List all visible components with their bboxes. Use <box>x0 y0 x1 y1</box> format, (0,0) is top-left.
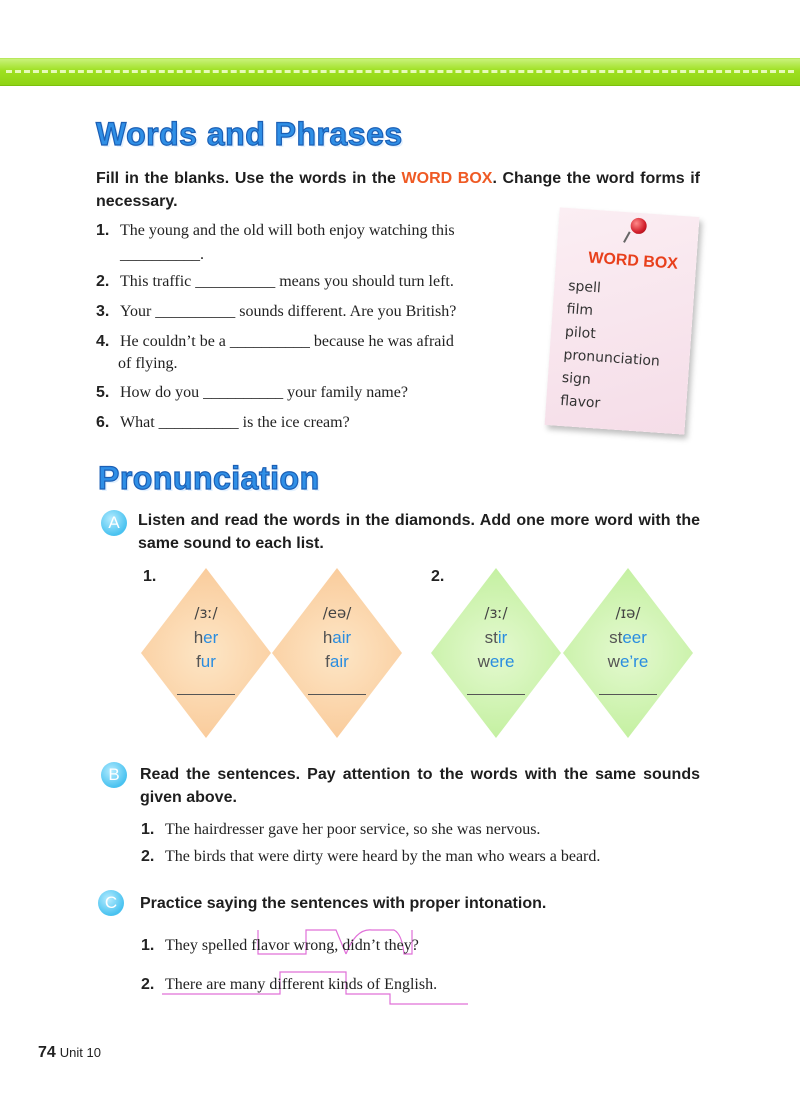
intonation-sentence: 1. They spelled flavor wrong, didn’t they? <box>141 937 419 954</box>
practice-sentence: 2. The birds that were dirty were heard by the man who wears a beard. <box>141 848 601 865</box>
sound-diamond: /eə/ hair fair <box>272 568 402 738</box>
word-box-title: WORD BOX <box>587 249 679 273</box>
exercise-item-4: 4. He couldn’t be a __________ because he was afraid <box>96 333 454 350</box>
exercise-item-5: 5. How do you __________ your family name? <box>96 384 408 401</box>
page-number: 74 <box>38 1044 56 1061</box>
section-title-words-and-phrases: Words and Phrases <box>96 116 403 152</box>
instruction-words-and-phrases: Fill in the blanks. Use the words in the WORD BOX. Change the word forms if necessary. <box>96 170 700 210</box>
page-footer <box>38 1044 101 1062</box>
exercise-item-1-cont: __________. <box>120 246 204 263</box>
sound-diamond: /ɪə/ steer we’re <box>563 568 693 738</box>
word-box-reference: WORD BOX <box>401 170 493 187</box>
sound-diamond: /ɜː/ her fur <box>141 568 271 738</box>
word-box-item: sign <box>561 369 592 388</box>
part-c-badge: C <box>98 890 124 916</box>
word-box-item: pronunciation <box>562 347 661 370</box>
part-a-badge: A <box>101 510 127 536</box>
instruction-part-b: Read the sentences. Pay attention to the words with the same sounds given above. <box>140 766 700 806</box>
practice-sentence: 1. The hairdresser gave her poor service, so she was nervous. <box>141 821 541 838</box>
instruction-part-a: Listen and read the words in the diamonds. Add one more word with the same sound to each list. <box>138 512 700 552</box>
instruction-part-c: Practice saying the sentences with proper intonation. <box>140 895 547 912</box>
exercise-item-4-cont: of flying. <box>118 355 178 372</box>
word-box-item: flavor <box>559 392 601 412</box>
group-2-label: 2. <box>431 568 445 585</box>
word-box-item: spell <box>567 278 602 297</box>
exercise-item-1: 1. The young and the old will both enjoy watching this <box>96 222 455 239</box>
section-title-pronunciation: Pronunciation <box>98 460 320 496</box>
part-b-badge: B <box>101 762 127 788</box>
word-box-item: film <box>566 301 594 319</box>
unit-label: Unit 10 <box>59 1045 101 1060</box>
intonation-sentence: 2. There are many different kinds of English. <box>141 976 438 993</box>
exercise-item-3: 3. Your __________ sounds different. Are you British? <box>96 303 457 320</box>
word-box-item: pilot <box>564 324 597 343</box>
exercise-item-2: 2. This traffic __________ means you should turn left. <box>96 273 454 290</box>
exercise-item-6: 6. What __________ is the ice cream? <box>96 414 350 431</box>
group-1-label: 1. <box>143 568 157 585</box>
sound-diamond: /ɜː/ stir were <box>431 568 561 738</box>
